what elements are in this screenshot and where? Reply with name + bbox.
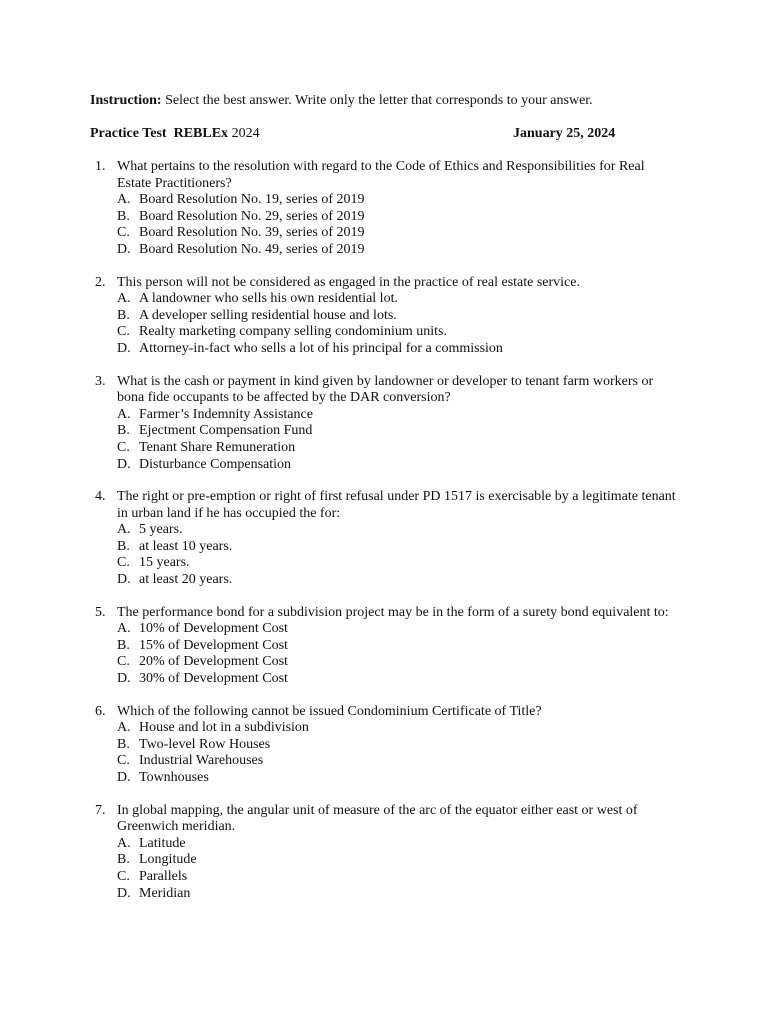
question-number: 6. (95, 703, 106, 719)
option-text: A developer selling residential house and lots. (139, 307, 397, 323)
answer-option (117, 308, 690, 325)
answer-option (117, 852, 690, 869)
answer-option (117, 407, 690, 424)
answer-option (117, 572, 690, 589)
question-list (90, 159, 690, 918)
option-text: 15% of Development Cost (139, 637, 288, 653)
option-letter: C. (117, 654, 130, 670)
instruction-line (90, 93, 593, 110)
option-text: at least 20 years. (139, 572, 233, 588)
answer-option (117, 341, 690, 358)
option-letter: C. (117, 555, 130, 571)
answer-option (117, 621, 690, 638)
option-text: 20% of Development Cost (139, 654, 288, 670)
question-item (90, 605, 690, 688)
option-letter: D. (117, 340, 131, 356)
option-letter: C. (117, 225, 130, 241)
option-text: 30% of Development Cost (139, 671, 288, 687)
instruction-label: Instruction: (90, 93, 162, 108)
option-text: 10% of Development Cost (139, 621, 288, 637)
question-number: 7. (95, 802, 106, 818)
answer-option (117, 638, 690, 655)
answer-option (117, 225, 690, 242)
answer-option (117, 869, 690, 886)
test-year: 2024 (231, 126, 260, 141)
answer-option (117, 753, 690, 770)
option-text: Realty marketing company selling condominium units. (139, 324, 447, 340)
question-text: What pertains to the resolution with regard to the Code of Ethics and Responsibilities for Real Estate Practitioners? (117, 159, 645, 191)
option-letter: C. (117, 439, 130, 455)
test-date: January 25, 2024 (513, 126, 616, 141)
question-number: 1. (95, 159, 106, 174)
option-letter: A. (117, 621, 131, 637)
option-letter: B. (117, 423, 130, 439)
question-text: The performance bond for a subdivision project may be in the form of a surety bond equivalent to: (117, 604, 669, 620)
question-number: 4. (95, 489, 106, 505)
option-text: Townhouses (139, 770, 209, 785)
option-letter: C. (117, 753, 130, 769)
option-letter: B. (117, 307, 130, 323)
option-text: Board Resolution No. 49, series of 2019 (139, 241, 365, 257)
answer-option (117, 886, 690, 903)
question-text: This person will not be considered as engaged in the practice of real estate service. (117, 274, 580, 290)
option-letter: C. (117, 324, 130, 340)
answer-option (117, 720, 690, 737)
question-number: 3. (95, 373, 106, 389)
question-item (90, 159, 690, 259)
question-text: The right or pre-emption or right of first refusal under PD 1517 is exercisable by a legitimate tenant in urban land if he has occupied the for: (117, 489, 676, 521)
option-letter: D. (117, 456, 131, 472)
answer-option (117, 209, 690, 226)
option-letter: D. (117, 241, 131, 257)
answer-option (117, 522, 690, 539)
answer-option (117, 654, 690, 671)
answer-option (117, 671, 690, 688)
option-text: Industrial Warehouses (139, 753, 264, 769)
option-letter: C. (117, 868, 130, 884)
option-text: 15 years. (139, 555, 190, 571)
answer-option (117, 555, 690, 572)
option-letter: B. (117, 208, 130, 224)
question-number: 5. (95, 604, 106, 620)
answer-option (117, 324, 690, 341)
option-text: Board Resolution No. 19, series of 2019 (139, 192, 365, 208)
test-header (90, 126, 650, 143)
option-text: Board Resolution No. 39, series of 2019 (139, 225, 365, 241)
question-item (90, 374, 690, 474)
option-text: Parallels (139, 868, 188, 884)
option-letter: A. (117, 522, 131, 538)
answer-option (117, 737, 690, 754)
option-letter: B. (117, 637, 130, 653)
answer-option (117, 539, 690, 556)
option-letter: D. (117, 572, 131, 588)
option-text: Farmer’s Indemnity Assistance (139, 406, 313, 422)
option-text: Attorney-in-fact who sells a lot of his principal for a commission (139, 340, 503, 356)
answer-option (117, 440, 690, 457)
question-item (90, 704, 690, 787)
option-text: Ejectment Compensation Fund (139, 423, 313, 439)
answer-option (117, 836, 690, 853)
test-label: Practice Test (90, 126, 167, 141)
answer-option (117, 457, 690, 474)
question-text: In global mapping, the angular unit of measure of the arc of the equator either east or west of Greenwich meridian. (117, 802, 638, 835)
option-letter: D. (117, 671, 131, 687)
option-text: Disturbance Compensation (139, 456, 292, 472)
option-text: Longitude (139, 852, 197, 868)
option-text: at least 10 years. (139, 538, 233, 554)
option-letter: B. (117, 736, 130, 752)
option-text: Tenant Share Remuneration (139, 439, 296, 455)
option-text: 5 years. (139, 522, 183, 538)
instruction-text: Select the best answer. Write only the letter that corresponds to your answer. (161, 93, 593, 108)
question-text: What is the cash or payment in kind given by landowner or developer to tenant farm workers or bona fide occupants to be affected by the DAR conversion? (117, 373, 654, 406)
option-letter: D. (117, 885, 131, 901)
option-letter: B. (117, 538, 130, 554)
question-item (90, 275, 690, 358)
option-text: House and lot in a subdivision (139, 720, 309, 736)
question-item (90, 489, 690, 589)
option-letter: A. (117, 192, 131, 208)
option-text: Latitude (139, 835, 186, 851)
answer-option (117, 242, 690, 259)
option-letter: A. (117, 720, 131, 736)
answer-option (117, 291, 690, 308)
option-text: Two-level Row Houses (139, 736, 271, 752)
option-letter: D. (117, 770, 131, 785)
question-item (90, 803, 690, 903)
answer-option (117, 192, 690, 209)
option-letter: A. (117, 291, 131, 307)
question-text: Which of the following cannot be issued Condominium Certificate of Title? (117, 703, 542, 719)
answer-option (117, 423, 690, 440)
option-letter: A. (117, 835, 131, 851)
option-text: Meridian (139, 885, 191, 901)
option-text: Board Resolution No. 29, series of 2019 (139, 208, 365, 224)
question-number: 2. (95, 274, 106, 290)
answer-option (117, 770, 690, 787)
test-name: REBLEx (173, 126, 229, 141)
option-letter: B. (117, 852, 130, 868)
option-text: A landowner who sells his own residential lot. (139, 291, 398, 307)
option-letter: A. (117, 406, 131, 422)
